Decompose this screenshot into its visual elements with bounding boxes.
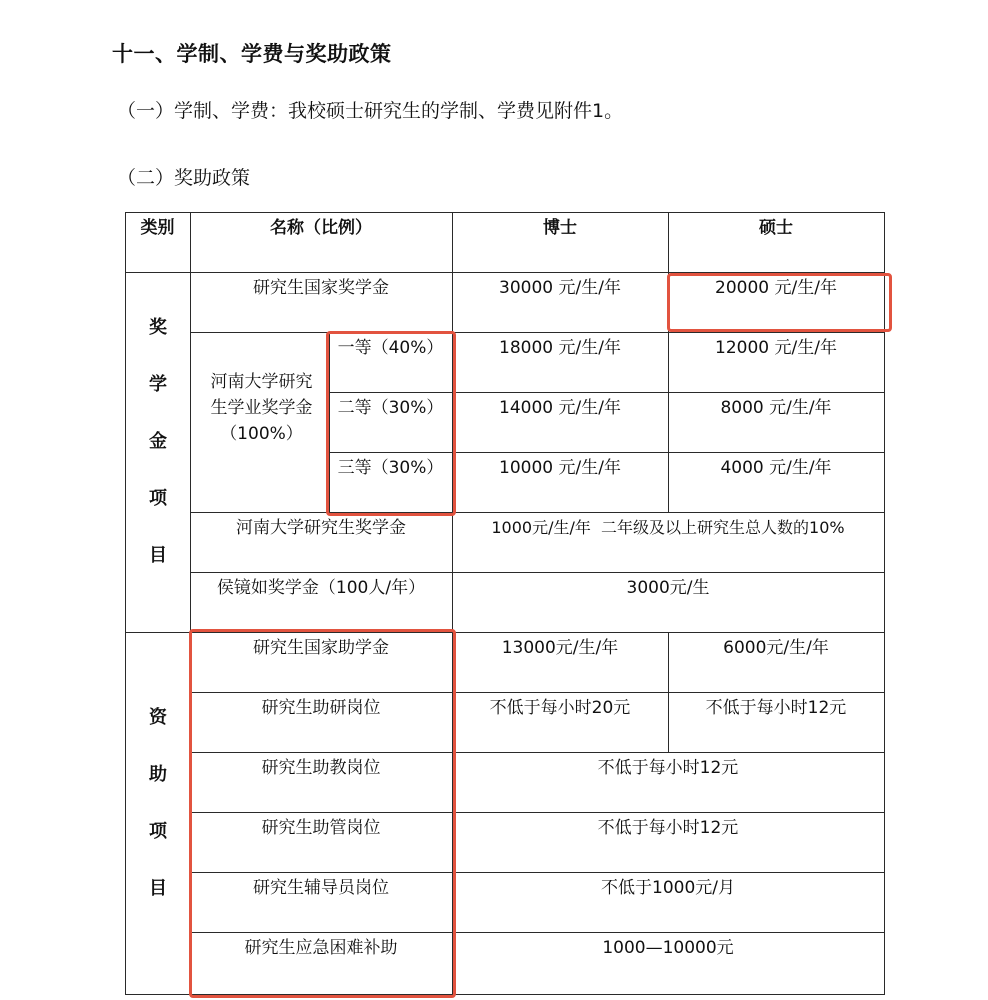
header-phd: 博士 xyxy=(543,218,577,238)
national-grant-phd: 13000元/生/年 xyxy=(501,638,619,658)
tier-1-label: 一等（40%） xyxy=(337,338,444,358)
scholarship-category-char: 金 xyxy=(149,431,167,452)
highlight-box-aid-names xyxy=(189,629,456,998)
tier-2-master: 8000 元/生/年 xyxy=(720,398,832,418)
section-heading: 十一、学制、学费与奖助政策 xyxy=(112,42,392,66)
teaching-assistant-value: 不低于每小时12元 xyxy=(597,758,739,778)
hou-scholarship-value: 3000元/生 xyxy=(626,578,710,598)
tier-1-phd: 18000 元/生/年 xyxy=(499,338,621,358)
header-name: 名称（比例） xyxy=(270,218,372,238)
research-assistant-phd: 不低于每小时20元 xyxy=(489,698,631,718)
tier-2-label: 二等（30%） xyxy=(337,398,444,418)
tuition-paragraph: （一）学制、学费：我校硕士研究生的学制、学费见附件1。 xyxy=(117,100,624,122)
university-scholarship-value: 1000元/生/年 二年级及以上研究生总人数的10% xyxy=(491,518,845,537)
table-top-border xyxy=(125,212,885,213)
scholarship-category-char: 目 xyxy=(149,545,167,566)
aid-category-char: 资 xyxy=(149,707,167,728)
tier-3-phd: 10000 元/生/年 xyxy=(499,458,621,478)
row-divider xyxy=(190,512,885,513)
research-assistant-name: 研究生助研岗位 xyxy=(261,698,381,718)
national-grant-name: 研究生国家助学金 xyxy=(253,638,389,658)
national-scholarship-phd: 30000 元/生/年 xyxy=(499,278,621,298)
national-grant-master: 6000元/生/年 xyxy=(723,638,829,658)
management-assistant-value: 不低于每小时12元 xyxy=(597,818,739,838)
tier-2-phd: 14000 元/生/年 xyxy=(499,398,621,418)
academic-scholarship-name-line: 生学业奖学金 xyxy=(210,398,313,418)
tier-3-master: 4000 元/生/年 xyxy=(720,458,832,478)
scholarship-category-char: 项 xyxy=(149,488,167,509)
scholarship-category-char: 学 xyxy=(149,374,167,395)
counselor-value: 不低于1000元/月 xyxy=(601,878,735,898)
aid-policy-subheading: （二）奖助政策 xyxy=(117,167,251,189)
table-left-border xyxy=(125,212,126,995)
aid-category-char: 助 xyxy=(149,764,167,785)
academic-scholarship-name-line: 河南大学研究 xyxy=(210,372,313,392)
national-scholarship-name: 研究生国家奖学金 xyxy=(253,278,389,298)
university-scholarship-name: 河南大学研究生奖学金 xyxy=(236,518,406,538)
row-divider xyxy=(190,332,885,333)
highlight-box-tiers xyxy=(326,331,456,516)
scholarship-category-char: 奖 xyxy=(149,317,167,338)
emergency-aid-name: 研究生应急困难补助 xyxy=(244,938,398,958)
academic-scholarship-name-line: （100%） xyxy=(220,424,303,444)
header-master: 硕士 xyxy=(759,218,793,238)
aid-category-char: 项 xyxy=(149,821,167,842)
header-category: 类别 xyxy=(140,218,175,238)
tier-3-label: 三等（30%） xyxy=(337,458,444,478)
teaching-assistant-name: 研究生助教岗位 xyxy=(261,758,381,778)
tier-1-master: 12000 元/生/年 xyxy=(715,338,837,358)
aid-category-char: 目 xyxy=(149,878,167,899)
hou-scholarship-name: 侯镜如奖学金（100人/年） xyxy=(216,578,426,598)
national-scholarship-master: 20000 元/生/年 xyxy=(715,278,837,298)
research-assistant-master: 不低于每小时12元 xyxy=(705,698,847,718)
highlight-box-master-national xyxy=(667,273,892,332)
counselor-name: 研究生辅导员岗位 xyxy=(253,878,389,898)
management-assistant-name: 研究生助管岗位 xyxy=(261,818,381,838)
row-divider xyxy=(190,572,885,573)
emergency-aid-value: 1000—10000元 xyxy=(602,938,734,958)
